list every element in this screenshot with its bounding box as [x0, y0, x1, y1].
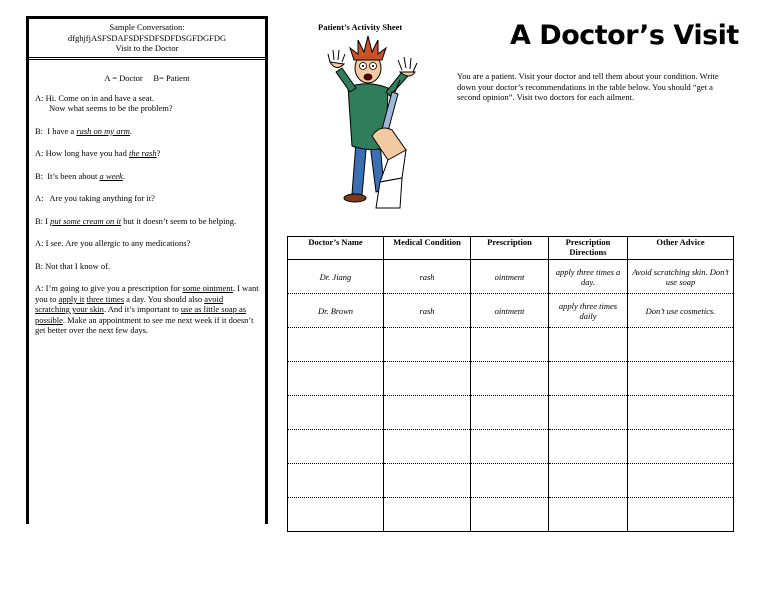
- line-text: ?: [156, 148, 161, 158]
- table-row: [288, 396, 734, 430]
- table-cell[interactable]: [549, 328, 628, 362]
- table-cell[interactable]: [549, 430, 628, 464]
- conversation-text: [29, 93, 265, 336]
- speaker-label: B: [35, 125, 41, 136]
- table-cell[interactable]: [549, 464, 628, 498]
- speaker-label: A: [35, 193, 42, 203]
- line-text: : Hi. Come on in and have a seat.: [41, 92, 154, 103]
- underlined-phrase: avoid scratching your skin: [35, 293, 224, 314]
- line-text: . I want you to: [35, 283, 259, 304]
- table-cell[interactable]: [384, 362, 471, 396]
- table-cell[interactable]: ointment: [471, 294, 549, 328]
- table-cell[interactable]: Don’t use cosmetics.: [628, 294, 734, 328]
- table-cell[interactable]: [628, 498, 734, 532]
- table-cell[interactable]: apply three times daily: [549, 294, 628, 328]
- table-cell[interactable]: [288, 498, 384, 532]
- table-row: [288, 430, 734, 464]
- line-text: but it doesn’t seem to be helping.: [121, 215, 237, 226]
- table-cell[interactable]: [471, 362, 549, 396]
- conversation-line: [35, 216, 259, 227]
- underlined-phrase: put some cream on it: [50, 215, 122, 226]
- line-text: : How long have you had: [41, 148, 129, 158]
- doctor-recommendations-table: [287, 236, 734, 532]
- table-cell[interactable]: [549, 396, 628, 430]
- conversation-line: [35, 126, 259, 137]
- activity-instructions: You are a patient. Visit your doctor and tell them about your condition. Write down your doctor’s recommendations in the table below. You should “get a second opinion”. Visit two doctors for each ailment.: [457, 71, 719, 102]
- underlined-phrase: a week: [99, 170, 123, 181]
- table-cell[interactable]: ointment: [471, 260, 549, 294]
- conversation-line: [35, 171, 259, 182]
- activity-sheet-label: Patient’s Activity Sheet: [318, 22, 403, 32]
- conversation-line: [35, 193, 259, 204]
- table-cell[interactable]: [628, 464, 734, 498]
- table-cell[interactable]: [471, 430, 549, 464]
- table-row: [288, 260, 734, 294]
- header-line-3: Visit to the Doctor: [115, 43, 179, 53]
- table-row: [288, 498, 734, 532]
- header-line-1: Sample Conversation:: [109, 22, 185, 32]
- table-header-row: [288, 237, 734, 260]
- table-cell[interactable]: [471, 464, 549, 498]
- speaker-label: B: [35, 260, 41, 271]
- underlined-phrase: apply it: [58, 293, 85, 304]
- table-row: [288, 464, 734, 498]
- conversation-line: [35, 148, 259, 159]
- speaker-label: B: [35, 170, 41, 181]
- table-cell[interactable]: Dr. Jiang: [288, 260, 384, 294]
- table-cell[interactable]: Avoid scratching skin. Don’t use soap: [628, 260, 734, 294]
- line-text: : I: [40, 215, 51, 226]
- table-cell[interactable]: [288, 362, 384, 396]
- conversation-line: [35, 93, 259, 114]
- underlined-phrase: the rash: [128, 148, 157, 158]
- underlined-phrase: use as little soap as possible: [35, 304, 247, 325]
- column-header-doctor-name: Doctor’s Name: [288, 237, 384, 260]
- underlined-phrase: three times: [86, 293, 125, 304]
- table-cell[interactable]: [288, 430, 384, 464]
- table-cell[interactable]: [471, 328, 549, 362]
- table-cell[interactable]: rash: [384, 294, 471, 328]
- table-cell[interactable]: [628, 430, 734, 464]
- underlined-phrase: some ointment: [182, 283, 233, 293]
- table-cell[interactable]: [628, 328, 734, 362]
- table-cell[interactable]: rash: [384, 260, 471, 294]
- speaker-label: A: [35, 148, 42, 158]
- table-cell[interactable]: [628, 362, 734, 396]
- line-text: : I’m going to give you a prescription for: [41, 283, 183, 293]
- line-text: : Are you taking anything for it?: [41, 193, 155, 203]
- line-text: . And it’s important to: [103, 304, 181, 314]
- table-row: [288, 328, 734, 362]
- table-cell[interactable]: [384, 328, 471, 362]
- table-cell[interactable]: [288, 328, 384, 362]
- conversation-header: [29, 19, 265, 60]
- line-text: : I see. Are you allergic to any medications?: [41, 238, 191, 248]
- column-header-prescription: Prescription: [471, 237, 549, 260]
- line-text: . Make an appointment to see me next week if it doesn’t get better over the next few days.: [35, 314, 254, 335]
- line-text: : I have a: [40, 125, 77, 136]
- table-cell[interactable]: [471, 498, 549, 532]
- speaker-label: A: [35, 92, 42, 103]
- line-text: .: [129, 125, 133, 136]
- conversation-line: [35, 261, 259, 272]
- column-header-medical-condition: Medical Condition: [384, 237, 471, 260]
- line-text: .: [122, 170, 125, 181]
- speaker-label: A: [35, 283, 42, 293]
- table-cell[interactable]: [288, 464, 384, 498]
- column-header-other-advice: Other Advice: [628, 237, 734, 260]
- sample-conversation-panel: [26, 16, 268, 524]
- table-cell[interactable]: [384, 498, 471, 532]
- speaker-label: A: [35, 238, 42, 248]
- underlined-phrase: rash on my arm: [76, 125, 130, 136]
- line-text: Now what seems to be the problem?: [49, 103, 173, 113]
- table-row: [288, 294, 734, 328]
- table-cell[interactable]: [384, 430, 471, 464]
- table-cell[interactable]: [288, 396, 384, 430]
- speaker-legend: A = Doctor B= Patient: [104, 72, 190, 83]
- table-cell[interactable]: apply three times a day.: [549, 260, 628, 294]
- table-cell[interactable]: [549, 498, 628, 532]
- table-row: [288, 362, 734, 396]
- scared-patient-illustration: [318, 32, 418, 210]
- page-title: A Doctor’s Visit: [510, 20, 739, 51]
- table-cell[interactable]: [384, 464, 471, 498]
- table-cell[interactable]: Dr. Brown: [288, 294, 384, 328]
- line-text: : It’s been about: [40, 170, 100, 181]
- column-header-prescription-directions: Prescription Directions: [549, 237, 628, 260]
- table-cell[interactable]: [471, 396, 549, 430]
- conversation-line: [35, 283, 259, 336]
- line-text: : Not that I know of.: [40, 260, 111, 271]
- header-line-2: dfghjfjASFSDAFSDFSDFSDFDSGFDGFDG: [67, 32, 227, 43]
- speaker-label: B: [35, 215, 41, 226]
- conversation-line: [35, 238, 259, 249]
- table-cell[interactable]: [628, 396, 734, 430]
- table-cell[interactable]: [549, 362, 628, 396]
- line-text: a day. You should also: [124, 293, 205, 304]
- table-cell[interactable]: [384, 396, 471, 430]
